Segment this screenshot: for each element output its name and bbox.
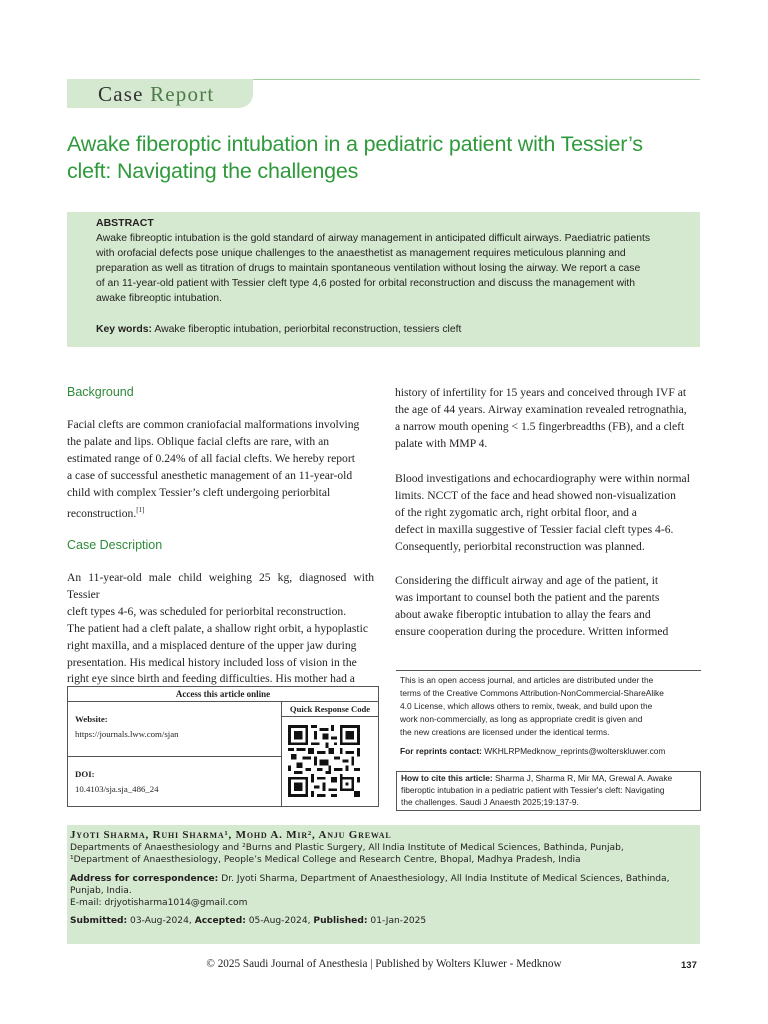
case-description-heading: Case Description <box>67 538 163 552</box>
correspondence-label: Address for correspondence: <box>70 874 219 885</box>
right-paragraph-1 <box>395 385 701 453</box>
body-line: presentation. His medical history included loss of vision in the <box>67 655 357 669</box>
abstract-line: of an 11-year-old patient with Tessier cleft type 4,6 posted for orbital reconstruction and discuss the management with <box>96 278 636 290</box>
citation-line: the challenges. Saudi J Anaesth 2025;19:137-9. <box>401 796 579 807</box>
correspondence-line <box>70 873 700 885</box>
abstract-box <box>67 212 700 347</box>
citation-line <box>401 773 696 785</box>
qr-cell <box>282 702 378 806</box>
body-line: the palate and lips. Oblique facial clefts are rare, with an <box>67 434 330 448</box>
body-line: right eye since birth and feeding difficulties. His mother had a <box>67 672 355 686</box>
body-line: was important to counsel both the patient and the parents <box>395 590 660 604</box>
access-heading: Access this article online <box>68 687 378 702</box>
body-line: defect in maxilla suggestive of Tessier facial cleft types 4-6. <box>395 522 674 536</box>
access-info <box>68 702 282 806</box>
correspondence-text: Dr. Jyoti Sharma, Department of Anaesthesiology, All India Institute of Medical Sciences, Bathinda, <box>221 874 670 885</box>
body-line: a narrow mouth opening < 1.5 fingerbreadths (FB), and a cleft <box>395 419 685 433</box>
background-heading: Background <box>67 385 134 399</box>
abstract-heading: ABSTRACT <box>96 217 154 229</box>
website-cell <box>68 702 282 757</box>
article-type-tab <box>67 79 253 108</box>
reference-link[interactable]: [1] <box>136 505 145 514</box>
access-article-box <box>67 686 379 807</box>
keywords-text: Awake fiberoptic intubation, periorbital reconstruction, tessiers cleft <box>154 323 462 335</box>
published-label: Published: <box>313 916 368 927</box>
accepted-label: Accepted: <box>194 916 246 927</box>
article-type-word1: Case <box>98 82 144 106</box>
body-line: child with complex Tessier’s cleft undergoing periorbital <box>67 485 331 499</box>
correspondence <box>70 873 700 909</box>
accepted-date: 05-Aug-2024, <box>248 916 311 927</box>
citation-box <box>396 771 701 811</box>
body-line: estimated range of 0.24% of all facial clefts. We hereby report <box>67 451 355 465</box>
body-line: of the right zygomatic arch, right orbital floor, and a <box>395 505 637 519</box>
author-info-box <box>67 825 700 944</box>
article-type-word2: Report <box>150 82 215 106</box>
qr-code-icon[interactable] <box>288 724 360 798</box>
keywords-label: Key words: <box>96 323 153 335</box>
affiliation: Departments of Anaesthesiology and ²Burns and Plastic Surgery, All India Institute of Medical Sciences, Bathinda, Punjab, <box>70 843 624 853</box>
abstract-line: with orofacial defects pose unique challenges to the anaesthetist as management requires meticulous planning and <box>96 248 626 260</box>
correspondence-line: Punjab, India. <box>70 886 132 897</box>
submitted-label: Submitted: <box>70 916 128 927</box>
open-access-notice <box>396 670 701 757</box>
case-description-paragraph <box>67 570 374 688</box>
doi-link[interactable]: 10.4103/sja.sja_486_24 <box>75 784 159 794</box>
body-line: cleft types 4-6, was scheduled for periorbital reconstruction. <box>67 604 347 618</box>
right-paragraph-3 <box>395 573 701 641</box>
reprints-email[interactable]: WKHLRPMedknow_reprints@wolterskluwer.com <box>484 745 666 756</box>
citation-text: Sharma J, Sharma R, Mir MA, Grewal A. Awake <box>495 773 673 783</box>
background-paragraph <box>67 417 374 522</box>
doi-cell <box>68 757 282 806</box>
reprints-label: For reprints contact: <box>400 745 482 756</box>
right-paragraph-2 <box>395 471 701 556</box>
submission-dates <box>70 915 700 927</box>
title-line: cleft: Navigating the challenges <box>67 159 359 183</box>
article-title <box>67 131 707 185</box>
doi-label: DOI: <box>75 769 95 779</box>
journal-footer: © 2025 Saudi Journal of Anesthesia | Published by Wolters Kluwer - Medknow <box>206 958 562 970</box>
author-email[interactable]: E-mail: drjyotisharma1014@gmail.com <box>70 898 248 909</box>
license-line: work non-commercially, as long as appropriate credit is given and <box>400 713 643 724</box>
body-text: reconstruction. <box>67 506 137 520</box>
qr-label: Quick Response Code <box>282 702 378 717</box>
website-label: Website: <box>75 714 108 724</box>
citation-line: fiberoptic intubation in a pediatric patient with Tessier's cleft: Navigating <box>401 784 665 795</box>
body-line: about awake fiberoptic intubation to allay the fears and <box>395 607 651 621</box>
published-date: 01-Jan-2025 <box>370 916 427 927</box>
abstract-line: preparation as well as titration of drugs to maintain spontaneous ventilation without losing the airway. We report a case <box>96 263 641 275</box>
submitted-date: 03-Aug-2024, <box>130 916 192 927</box>
body-line: Considering the difficult airway and age of the patient, it <box>395 574 659 587</box>
license-line: the new creations are licensed under the identical terms. <box>400 726 610 737</box>
license-line: 4.0 License, which allows others to remix, tweak, and build upon the <box>400 700 653 711</box>
author-names: Jyoti Sharma, Ruhi Sharma¹, Mohd A. Mir², Anju Grewal <box>70 829 392 841</box>
body-line: palate with MMP 4. <box>395 436 488 450</box>
reprints-contact <box>396 745 701 758</box>
keywords <box>96 322 688 337</box>
body-line: right maxilla, and a misplaced denture of the upper jaw during <box>67 638 357 652</box>
body-line: Consequently, periorbital reconstruction was planned. <box>395 539 645 553</box>
license-text <box>396 674 701 739</box>
license-line: terms of the Creative Commons Attribution-NonCommercial-ShareAlike <box>400 687 664 698</box>
body-line: The patient had a cleft palate, a shallow right orbit, a hypoplastic <box>67 621 369 635</box>
body-line: history of infertility for 15 years and conceived through IVF at <box>395 386 687 399</box>
body-line: Facial clefts are common craniofacial malformations involving <box>67 418 360 431</box>
page-number: 137 <box>681 960 697 971</box>
body-line: the age of 44 years. Airway examination revealed retrognathia, <box>395 402 687 416</box>
citation-label: How to cite this article: <box>401 773 493 783</box>
body-line: a case of successful anesthetic management of an 11-year-old <box>67 468 353 482</box>
body-line: limits. NCCT of the face and head showed non-visualization <box>395 488 676 502</box>
affiliation: ¹Department of Anaesthesiology, People’s Medical College and Research Centre, Bhopal, Madhya Pradesh, India <box>70 855 581 866</box>
license-line: This is an open access journal, and articles are distributed under the <box>400 675 654 685</box>
title-line: Awake fiberoptic intubation in a pediatric patient with Tessier’s <box>67 132 643 156</box>
body-line: Blood investigations and echocardiography were within normal <box>395 472 690 485</box>
body-line: ensure cooperation during the procedure. Written informed <box>395 624 669 638</box>
body-line <box>67 502 374 523</box>
abstract-line: Awake fibreoptic intubation is the gold standard of airway management in anticipated difficult airways. Paediatric patients <box>96 233 651 245</box>
abstract-line: awake fibreoptic intubation. <box>96 293 222 305</box>
website-link[interactable]: https://journals.lww.com/sjan <box>75 729 179 739</box>
body-line: An 11-year-old male child weighing 25 kg, diagnosed with Tessier <box>67 571 374 601</box>
